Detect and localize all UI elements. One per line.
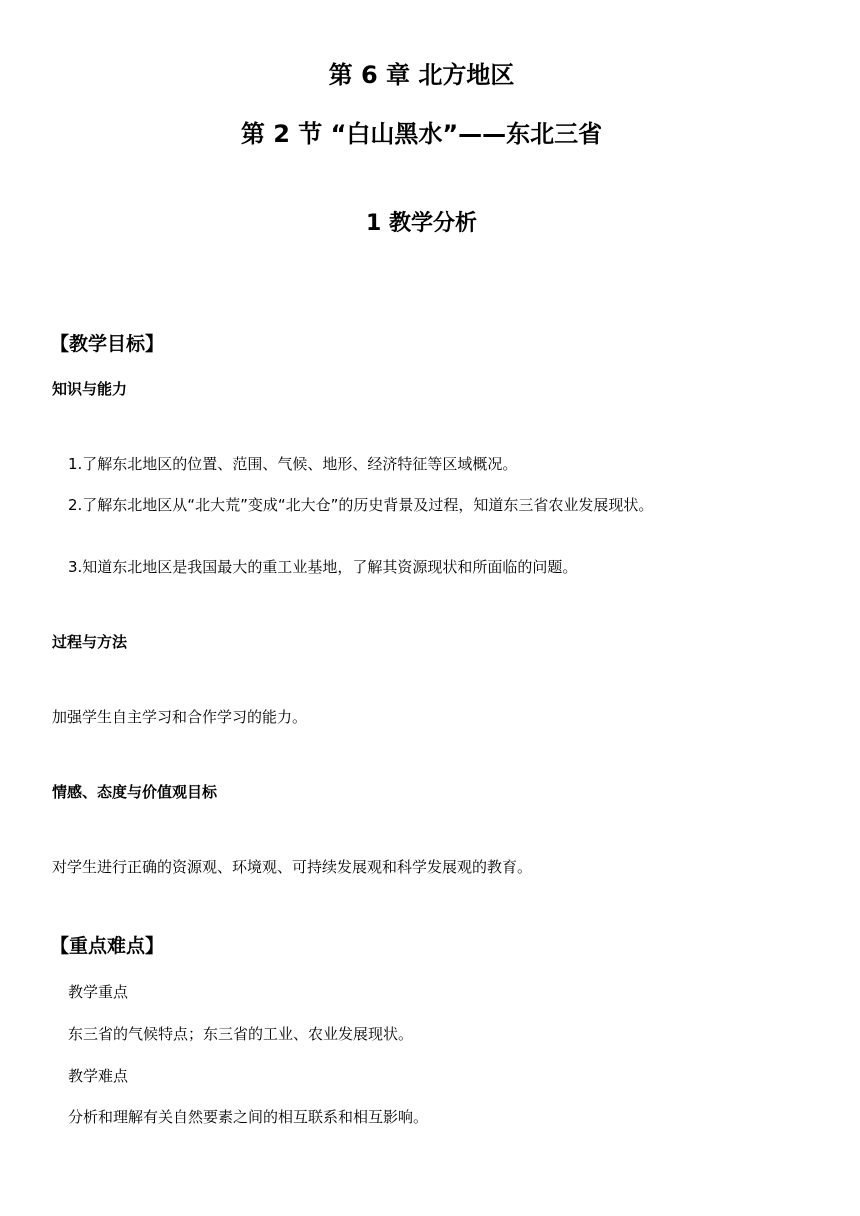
difficulty-label: 教学难点: [68, 1067, 129, 1085]
key-points-heading: 【重点难点】: [50, 935, 165, 957]
chapter-title: 第 6 章 北方地区: [328, 61, 515, 89]
section-title: 第 2 节 “白山黑水”——东北三省: [240, 120, 603, 148]
knowledge-item-1: 1.了解东北地区的位置、范围、气候、地形、经济特征等区域概况。: [68, 455, 518, 473]
part-title: 1 教学分析: [366, 211, 477, 236]
process-heading: 过程与方法: [52, 633, 128, 651]
objectives-heading: 【教学目标】: [50, 333, 165, 355]
process-text: 加强学生自主学习和合作学习的能力。: [52, 708, 308, 726]
knowledge-item-3: 3.知道东北地区是我国最大的重工业基地，了解其资源现状和所面临的问题。: [68, 558, 578, 576]
values-text: 对学生进行正确的资源观、环境观、可持续发展观和科学发展观的教育。: [52, 858, 533, 876]
focus-text: 东三省的气候特点；东三省的工业、农业发展现状。: [68, 1025, 414, 1043]
knowledge-item-2: 2.了解东北地区从“北大荒”变成“北大仓”的历史背景及过程，知道东三省农业发展现状。: [68, 496, 654, 514]
focus-label: 教学重点: [68, 983, 129, 1001]
values-heading: 情感、态度与价值观目标: [52, 783, 218, 801]
difficulty-text: 分析和理解有关自然要素之间的相互联系和相互影响。: [68, 1108, 429, 1126]
knowledge-heading: 知识与能力: [52, 380, 128, 398]
